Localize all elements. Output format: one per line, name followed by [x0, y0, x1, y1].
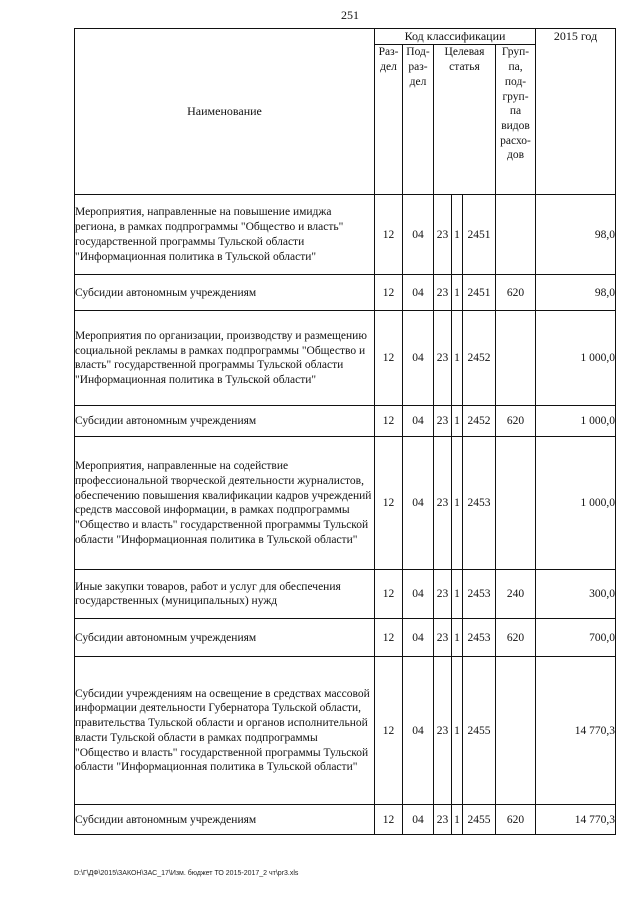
row-amount: 300,0	[536, 570, 616, 619]
row-target-part3: 2452	[463, 311, 496, 406]
row-razdel: 12	[375, 619, 403, 657]
table-row	[75, 275, 616, 311]
row-expense-group	[496, 657, 536, 805]
row-target-part3: 2451	[463, 275, 496, 311]
row-target-part2: 1	[452, 275, 463, 311]
table-row	[75, 570, 616, 619]
row-target-part1: 23	[434, 570, 452, 619]
row-target-part2: 1	[452, 437, 463, 570]
row-target-part3: 2453	[463, 570, 496, 619]
table-row	[75, 619, 616, 657]
row-podrazdel: 04	[403, 805, 434, 835]
row-target-part2: 1	[452, 619, 463, 657]
row-target-part2: 1	[452, 195, 463, 275]
row-podrazdel: 04	[403, 275, 434, 311]
row-podrazdel: 04	[403, 437, 434, 570]
row-name: Субсидии учреждениям на освещение в средствах массовой информации деятельности Губернатора Тульской области, правительства Тульской области и органов исполнительной власти Тульской области в рамках подпрограммы "Общество и власть" государственной программы Тульской области "Информационная политика в Тульской области"	[75, 657, 375, 805]
row-name: Субсидии автономным учреждениям	[75, 275, 375, 311]
column-header-podrazdel	[403, 45, 434, 195]
row-amount: 1 000,0	[536, 437, 616, 570]
row-expense-group	[496, 311, 536, 406]
row-razdel: 12	[375, 657, 403, 805]
row-name: Иные закупки товаров, работ и услуг для обеспечения государственных (муниципальных) нужд	[75, 570, 375, 619]
row-razdel: 12	[375, 437, 403, 570]
row-podrazdel: 04	[403, 619, 434, 657]
column-header-classification-code: Код классификации	[375, 29, 536, 45]
column-header-year-2015: 2015 год	[536, 29, 616, 195]
file-path-footer: D:\Г\ДФ\2015\ЗАКОН\ЗАС_17\Изм. бюджет ТО 2015-2017_2 чт\pr3.xls	[74, 870, 299, 877]
table-row	[75, 406, 616, 437]
column-header-expense-group	[496, 45, 536, 195]
table-row	[75, 805, 616, 835]
row-name: Мероприятия, направленные на содействие профессиональной творческой деятельности журналистов, обеспечению повышения квалификации кадров учреждений средств массовой информации, в рамках подпрограммы "Общество и власть" государственной программы Тульской области "Информационная политика в Тульской области"	[75, 437, 375, 570]
column-header-name: Наименование	[75, 29, 375, 195]
row-amount: 700,0	[536, 619, 616, 657]
row-name: Субсидии автономным учреждениям	[75, 805, 375, 835]
row-expense-group: 620	[496, 619, 536, 657]
row-target-part1: 23	[434, 195, 452, 275]
table-row	[75, 437, 616, 570]
row-target-part3: 2453	[463, 619, 496, 657]
row-razdel: 12	[375, 275, 403, 311]
row-target-part3: 2455	[463, 805, 496, 835]
row-amount: 14 770,3	[536, 657, 616, 805]
row-expense-group: 620	[496, 275, 536, 311]
row-target-part1: 23	[434, 406, 452, 437]
row-amount: 1 000,0	[536, 406, 616, 437]
row-name: Субсидии автономным учреждениям	[75, 406, 375, 437]
row-razdel: 12	[375, 311, 403, 406]
budget-table	[74, 28, 616, 835]
row-target-part2: 1	[452, 311, 463, 406]
row-target-part3: 2453	[463, 437, 496, 570]
row-podrazdel: 04	[403, 195, 434, 275]
row-name: Мероприятия, направленные на повышение имиджа региона, в рамках подпрограммы "Общество и власть" государственной программы Тульской области "Информационная политика в Тульской области"	[75, 195, 375, 275]
table-row	[75, 657, 616, 805]
row-expense-group	[496, 437, 536, 570]
row-target-part1: 23	[434, 437, 452, 570]
column-header-target-article	[434, 45, 496, 195]
row-expense-group: 620	[496, 406, 536, 437]
row-razdel: 12	[375, 805, 403, 835]
podrazdel-label: Под- раз- дел	[406, 46, 430, 88]
row-amount: 14 770,3	[536, 805, 616, 835]
table-row	[75, 195, 616, 275]
row-target-part1: 23	[434, 657, 452, 805]
row-amount: 98,0	[536, 195, 616, 275]
row-target-part1: 23	[434, 311, 452, 406]
row-target-part3: 2455	[463, 657, 496, 805]
header-row-top	[75, 29, 616, 45]
row-target-part3: 2451	[463, 195, 496, 275]
row-podrazdel: 04	[403, 311, 434, 406]
row-target-part1: 23	[434, 275, 452, 311]
target-article-label: Целевая статья	[444, 46, 485, 74]
table-row	[75, 311, 616, 406]
razdel-label: Раз- дел	[378, 46, 399, 74]
row-target-part2: 1	[452, 406, 463, 437]
row-razdel: 12	[375, 195, 403, 275]
row-podrazdel: 04	[403, 570, 434, 619]
column-header-razdel	[375, 45, 403, 195]
row-razdel: 12	[375, 406, 403, 437]
row-target-part3: 2452	[463, 406, 496, 437]
row-name: Мероприятия по организации, производству и размещению социальной рекламы в рамках подпрограммы "Общество и власть" государственной программы Тульской области "Информационная политика в Тульской области"	[75, 311, 375, 406]
row-target-part2: 1	[452, 805, 463, 835]
row-expense-group	[496, 195, 536, 275]
row-razdel: 12	[375, 570, 403, 619]
row-name: Субсидии автономным учреждениям	[75, 619, 375, 657]
row-expense-group: 240	[496, 570, 536, 619]
row-amount: 98,0	[536, 275, 616, 311]
row-podrazdel: 04	[403, 657, 434, 805]
row-target-part1: 23	[434, 805, 452, 835]
row-podrazdel: 04	[403, 406, 434, 437]
row-expense-group: 620	[496, 805, 536, 835]
row-target-part1: 23	[434, 619, 452, 657]
expense-group-label: Груп- па, под- груп- па видов расхо- дов	[500, 46, 531, 162]
page-number: 251	[341, 8, 359, 22]
row-target-part2: 1	[452, 657, 463, 805]
row-amount: 1 000,0	[536, 311, 616, 406]
row-target-part2: 1	[452, 570, 463, 619]
